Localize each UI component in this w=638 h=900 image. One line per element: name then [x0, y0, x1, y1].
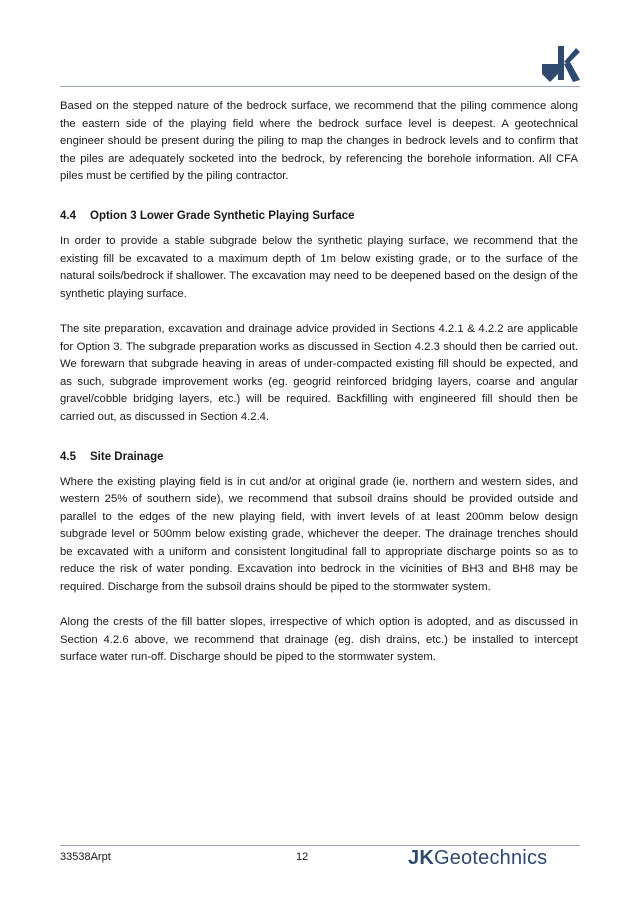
section-4-4-paragraph-2: The site preparation, excavation and drainage advice provided in Sections 4.2.1 & 4.2.2 are applicable for Option 3. The subgrade preparation works as discussed in Section 4.2.3 should then be carried out. We forewarn that subgrade heaving in areas of under-compacted existing fill should be expected, and as such, subgrade improvement works (eg. geogrid reinforced bridging layers, coarse and angular gravel/cobble bridging layers, etc.) will be required. Backfilling with engineered fill should then be carried out, as discussed in Section 4.2.4.	[60, 322, 578, 423]
intro-paragraph: Based on the stepped nature of the bedrock surface, we recommend that the piling commence along the eastern side of the playing field where the bedrock surface level is deepest. A geotechnical engineer should be present during the piling to map the changes in bedrock levels and to confirm that the piles are adequately socketed into the bedrock, by referencing the borehole information. All CFA piles must be certified by the piling contractor.	[60, 100, 578, 183]
header-divider	[60, 86, 580, 87]
section-number: 4.5	[60, 450, 76, 463]
section-heading-4-4	[60, 208, 578, 225]
section-4-5-paragraph-2: Along the crests of the fill batter slopes, irrespective of which option is adopted, and as discussed in Section 4.2.6 above, we recommend that drainage (eg. dish drains, etc.) be installed to intercept surface water run-off. Discharge should be piped to the stormwater system.	[60, 616, 578, 664]
section-title: Option 3 Lower Grade Synthetic Playing Surface	[90, 209, 355, 222]
section-heading-4-5	[60, 449, 578, 466]
footer-divider	[60, 845, 580, 846]
section-number: 4.4	[60, 209, 76, 222]
brand-initials: JK	[408, 847, 434, 869]
jk-logo-icon	[540, 44, 580, 84]
brand-wordmark	[408, 847, 547, 870]
page-number: 12	[296, 851, 309, 863]
section-title: Site Drainage	[90, 450, 164, 463]
section-4-5-paragraph-1: Where the existing playing field is in cut and/or at original grade (ie. northern and western sides, and western 25% of southern side), we recommend that subsoil drains should be provided outside and parallel to the edges of the new playing field, with invert levels of at least 200mm below design subgrade level or 500mm below existing grade, whichever the deeper. The drainage trenches should be excavated with a uniform and consistent longitudinal fall to appropriate discharge points so as to reduce the risk of water ponding. Excavation into bedrock in the vicinities of BH3 and BH8 may be required. Discharge from the subsoil drains should be piped to the stormwater system.	[60, 475, 578, 594]
section-4-4-paragraph-1: In order to provide a stable subgrade below the synthetic playing surface, we recommend that the existing fill be excavated to a maximum depth of 1m below existing grade, or to the surface of the natural soils/bedrock if shallower. The excavation may need to be deepened based on the design of the synthetic playing surface.	[60, 234, 578, 300]
brand-name: Geotechnics	[433, 847, 548, 869]
report-reference: 33538Arpt	[60, 851, 111, 863]
document-body	[60, 98, 578, 667]
